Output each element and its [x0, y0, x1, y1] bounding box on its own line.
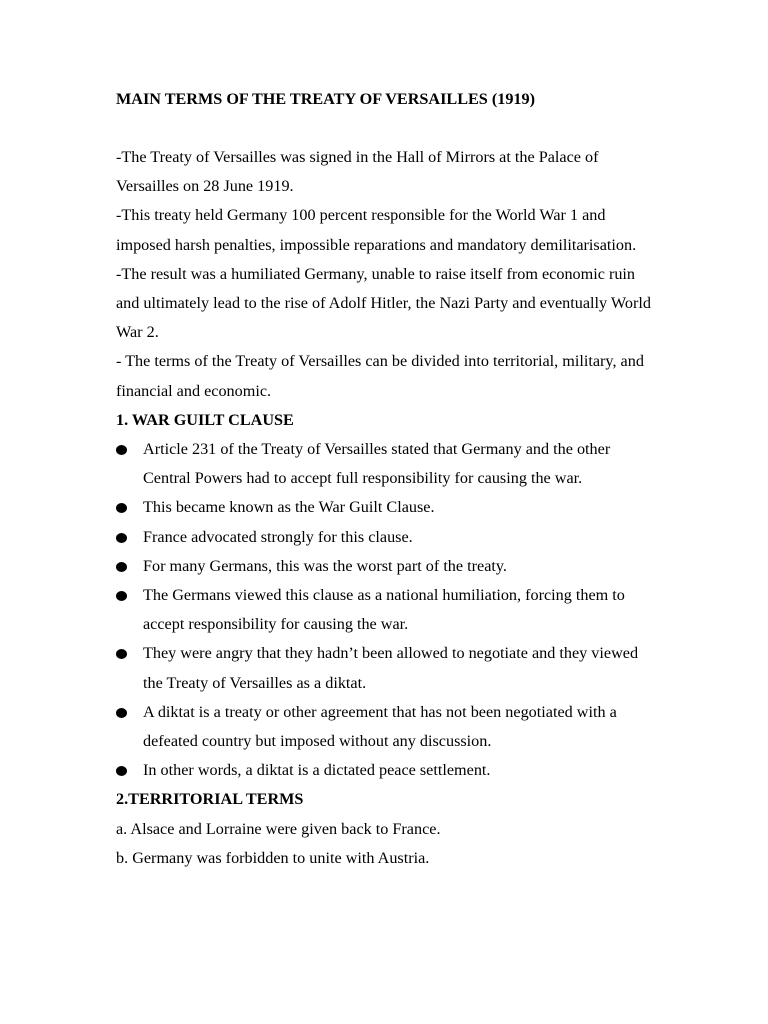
intro-paragraph: -The Treaty of Versailles was signed in the Hall of Mirrors at the Palace of Versailles on 28 June 1919. — [116, 148, 599, 196]
document-title: MAIN TERMS OF THE TREATY OF VERSAILLES (1919) — [116, 90, 535, 108]
intro-paragraph: - The terms of the Treaty of Versailles can be divided into territorial, military, and financial and economic. — [116, 352, 644, 400]
bullet-text: In other words, a diktat is a dictated peace settlement. — [143, 761, 491, 780]
bullet-text: This became known as the War Guilt Clause. — [143, 498, 435, 517]
bullet-icon — [116, 591, 127, 601]
bullet-item — [116, 581, 656, 639]
bullet-icon — [116, 766, 127, 776]
bullet-icon — [116, 562, 127, 572]
bullet-icon — [116, 533, 127, 543]
bullet-icon — [116, 445, 127, 455]
bullet-item — [116, 523, 656, 552]
bullet-text: A diktat is a treaty or other agreement that has not been negotiated with a defeated country but imposed without any discussion. — [143, 702, 617, 751]
war-guilt-bullet-list — [116, 435, 656, 785]
intro-paragraph: -The result was a humiliated Germany, unable to raise itself from economic ruin and ultimately lead to the rise of Adolf Hitler, the Nazi Party and eventually World War 2. — [116, 264, 651, 342]
bullet-icon — [116, 503, 127, 513]
bullet-item — [116, 698, 656, 756]
document-body — [116, 143, 656, 873]
bullet-item — [116, 552, 656, 581]
bullet-item — [116, 639, 656, 697]
bullet-text: They were angry that they hadn’t been allowed to negotiate and they viewed the Treaty of Versailles as a diktat. — [143, 644, 639, 692]
territorial-item: b. Germany was forbidden to unite with Austria. — [116, 848, 430, 867]
bullet-item — [116, 756, 656, 785]
bullet-text: The Germans viewed this clause as a national humiliation, forcing them to accept responsibility for causing the war. — [143, 586, 625, 634]
territorial-item: a. Alsace and Lorraine were given back to France. — [116, 819, 441, 838]
bullet-text: France advocated strongly for this clause. — [143, 527, 413, 546]
bullet-text: Article 231 of the Treaty of Versailles stated that Germany and the other Central Powers had to accept full responsibility for causing the war. — [143, 440, 611, 488]
section-heading-territorial-terms: 2.TERRITORIAL TERMS — [116, 790, 304, 809]
bullet-icon — [116, 649, 127, 659]
section-heading-war-guilt: 1. WAR GUILT CLAUSE — [116, 410, 294, 429]
bullet-item — [116, 493, 656, 522]
bullet-item — [116, 435, 656, 493]
intro-paragraph: -This treaty held Germany 100 percent responsible for the World War 1 and imposed harsh penalties, impossible reparations and mandatory demilitarisation. — [116, 206, 637, 254]
bullet-text: For many Germans, this was the worst part of the treaty. — [143, 556, 507, 575]
bullet-icon — [116, 708, 127, 718]
